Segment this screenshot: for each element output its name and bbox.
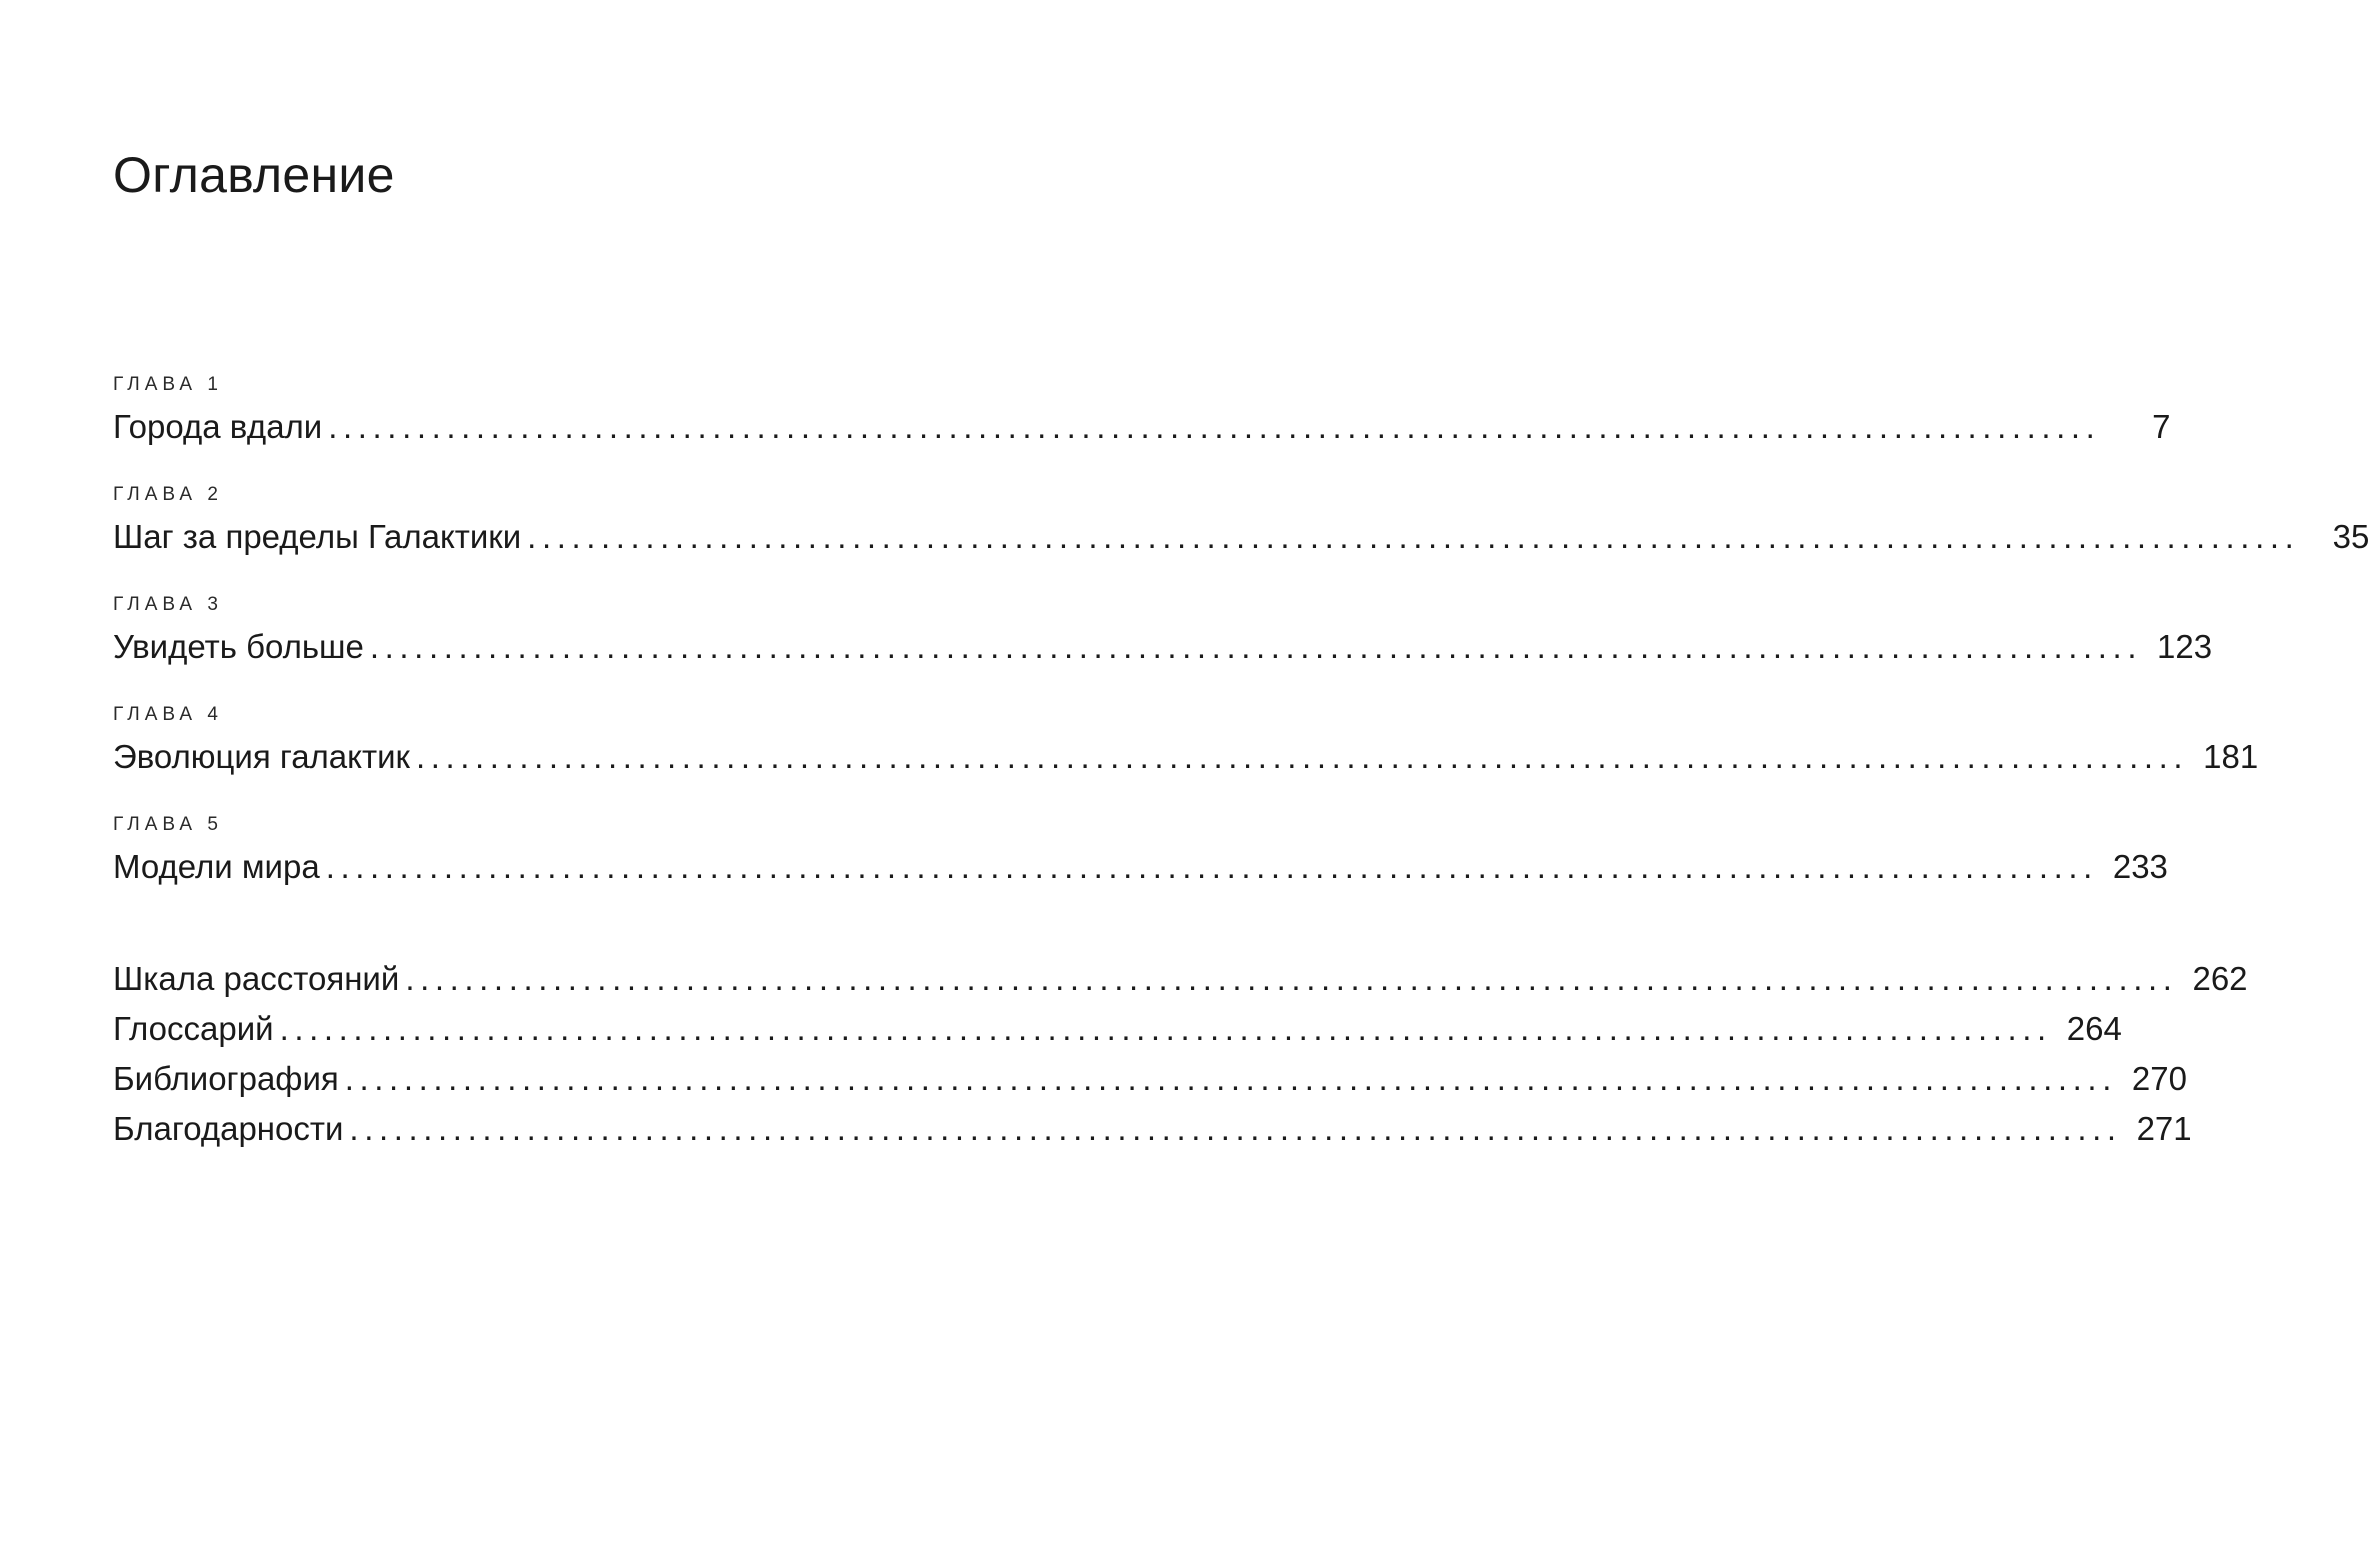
entry-page-number: 181 xyxy=(2203,738,2259,775)
dot-leader: ........................................................................................................................ xyxy=(344,1060,2117,1097)
dot-leader: ........................................................................................................................ xyxy=(349,1110,2122,1147)
dot-leader: ........................................................................................................................ xyxy=(527,518,2300,555)
toc-chapter xyxy=(113,482,2369,592)
entry-title: Увидеть больше xyxy=(113,628,364,665)
toc-entry[interactable] xyxy=(113,1004,2122,1054)
entry-page-number: 123 xyxy=(2157,628,2213,665)
chapter-label: ГЛАВА 2 xyxy=(113,484,223,505)
dot-leader: ........................................................................................................................ xyxy=(328,408,2101,445)
entry-page-number: 233 xyxy=(2112,848,2168,885)
table-of-contents xyxy=(113,372,2369,1154)
entry-title: Шаг за пределы Галактики xyxy=(113,518,522,555)
toc-entry[interactable] xyxy=(113,1054,2187,1104)
entry-page-number: 262 xyxy=(2192,960,2248,997)
entry-page-number: 35 xyxy=(2332,518,2369,555)
page-title: Оглавление xyxy=(113,147,395,203)
entry-title: Модели мира xyxy=(113,848,320,885)
toc-entry[interactable] xyxy=(113,734,2259,780)
entry-title: Города вдали xyxy=(113,408,323,445)
dot-leader: ........................................................................................................................ xyxy=(279,1010,2052,1047)
toc-entry[interactable] xyxy=(113,954,2248,1004)
entry-page-number: 7 xyxy=(2152,408,2171,445)
entry-page-number: 270 xyxy=(2131,1060,2187,1097)
dot-leader: ........................................................................................................................ xyxy=(405,960,2178,997)
toc-chapter xyxy=(113,702,2259,812)
toc-entry[interactable] xyxy=(113,404,2171,450)
entry-title: Библиография xyxy=(113,1060,339,1097)
entry-page-number: 264 xyxy=(2066,1010,2122,1047)
toc-entry[interactable] xyxy=(113,1104,2192,1154)
entry-title: Глоссарий xyxy=(113,1010,274,1047)
dot-leader: ........................................................................................................................ xyxy=(415,738,2189,775)
toc-chapter xyxy=(113,812,2168,922)
dot-leader: ........................................................................................................................ xyxy=(325,848,2098,885)
chapter-label: ГЛАВА 3 xyxy=(113,594,223,615)
toc-entry[interactable] xyxy=(113,844,2168,890)
entry-title: Эволюция галактик xyxy=(113,738,410,775)
toc-back-matter xyxy=(113,954,2248,1154)
entry-page-number: 271 xyxy=(2136,1110,2192,1147)
toc-chapter xyxy=(113,592,2213,702)
toc-chapter xyxy=(113,372,2171,482)
chapter-label: ГЛАВА 1 xyxy=(113,374,223,395)
toc-entry[interactable] xyxy=(113,624,2213,670)
dot-leader: ........................................................................................................................ xyxy=(369,628,2143,665)
entry-title: Благодарности xyxy=(113,1110,344,1147)
entry-title: Шкала расстояний xyxy=(113,960,400,997)
chapter-label: ГЛАВА 5 xyxy=(113,814,223,835)
toc-entry[interactable] xyxy=(113,514,2369,560)
chapter-label: ГЛАВА 4 xyxy=(113,704,223,725)
